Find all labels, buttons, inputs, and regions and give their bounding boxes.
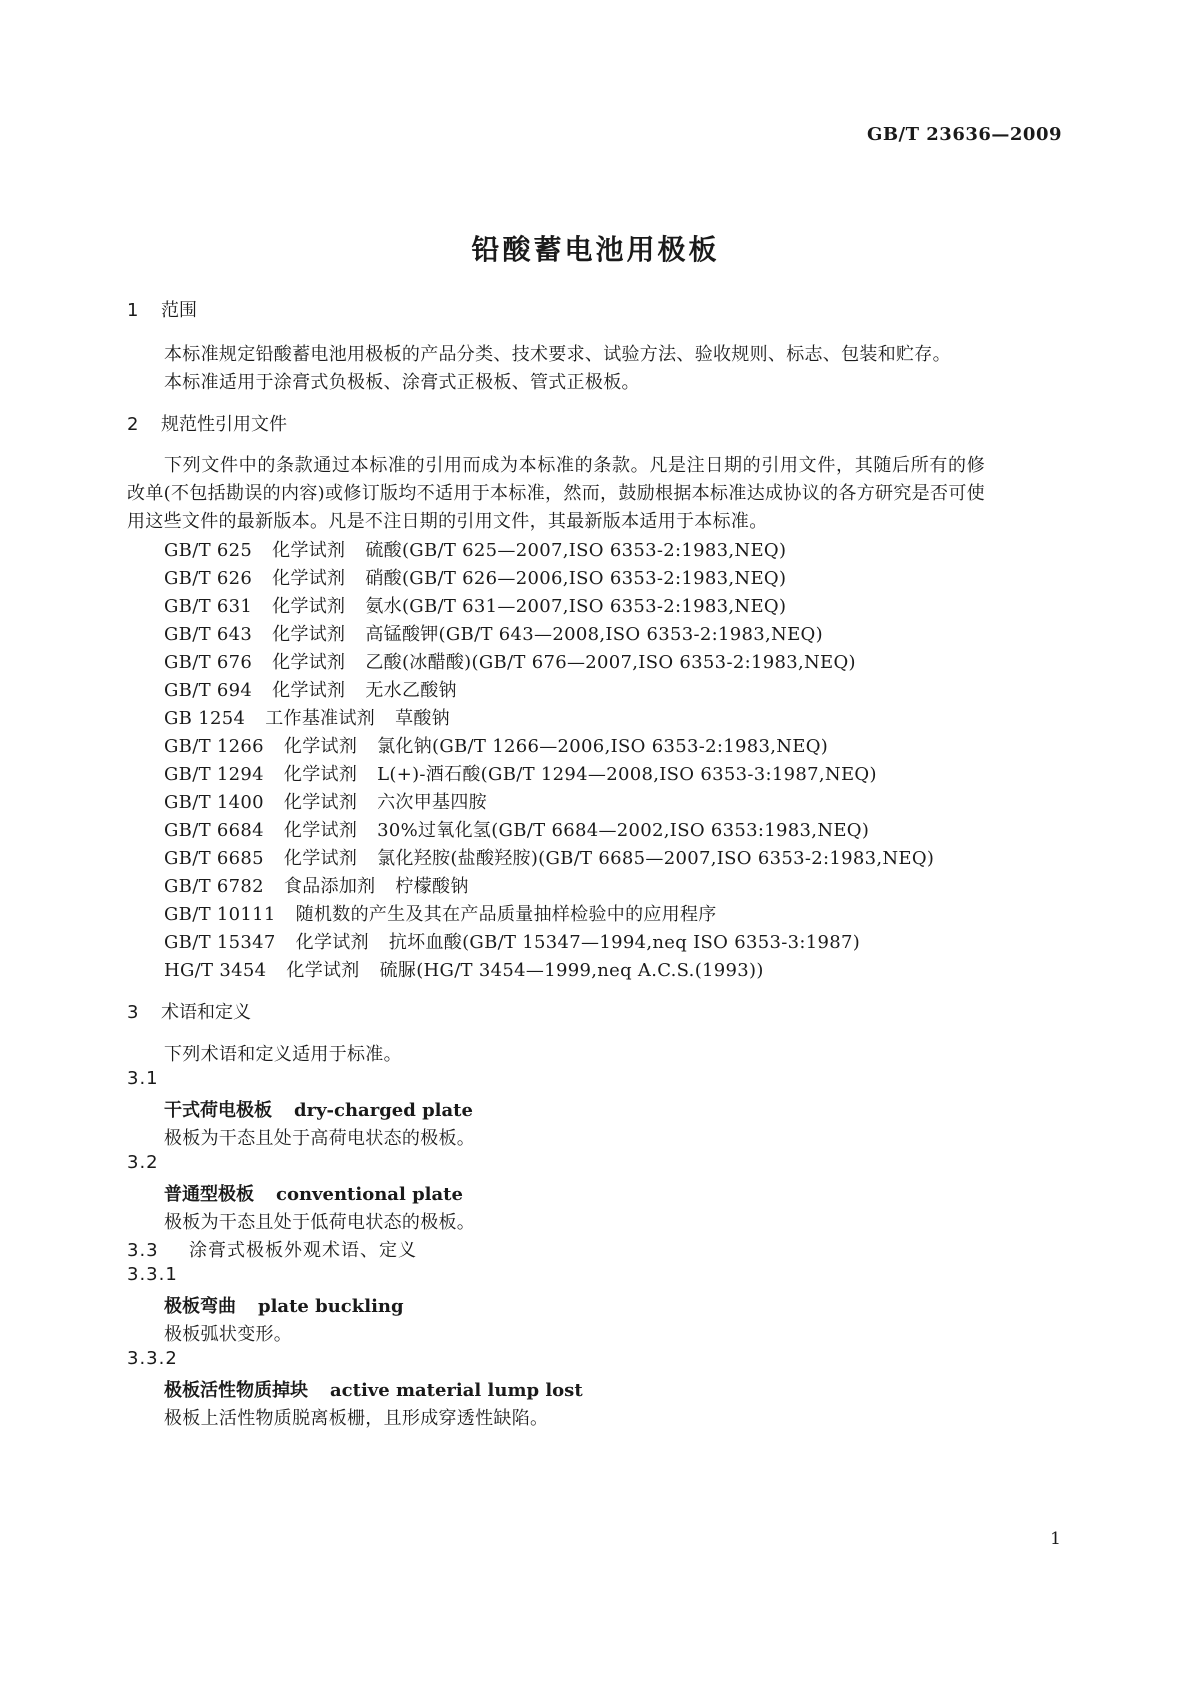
reference-item — [164, 844, 954, 870]
reference-item — [164, 760, 897, 786]
reference-item — [164, 704, 470, 730]
subsection-title: 涂膏式极板外观术语、定义 — [189, 1240, 417, 1261]
reference-name: 氨水(GB/T 631—2007,ISO 6353-2:1983,NEQ) — [365, 596, 787, 617]
reference-item — [164, 620, 843, 646]
section-number: 1 — [127, 300, 139, 321]
term-english: dry-charged plate — [294, 1100, 473, 1121]
reference-category: 化学试剂 — [283, 764, 358, 785]
term-chinese: 极板活性物质掉块 — [164, 1380, 308, 1401]
reference-item — [164, 872, 489, 898]
reference-item — [164, 676, 477, 702]
reference-code: HG/T 3454 — [164, 960, 267, 981]
reference-code: GB/T 1266 — [164, 736, 264, 757]
reference-code: GB/T 6684 — [164, 820, 264, 841]
reference-category: 化学试剂 — [272, 680, 346, 701]
reference-name: 硫脲(HG/T 3454—1999,neq A.C.S.(1993)) — [379, 960, 764, 981]
reference-name: 硫酸(GB/T 625—2007,ISO 6353-2:1983,NEQ) — [365, 540, 787, 561]
reference-category: 化学试剂 — [272, 540, 346, 561]
reference-code: GB/T 15347 — [164, 932, 276, 953]
reference-name: 乙酸(冰醋酸)(GB/T 676—2007,ISO 6353-2:1983,NEQ) — [365, 652, 856, 673]
section-2-heading — [127, 410, 287, 436]
term-entry — [164, 1180, 463, 1206]
reference-item — [164, 788, 507, 814]
reference-name: 硝酸(GB/T 626—2006,ISO 6353-2:1983,NEQ) — [365, 568, 787, 589]
reference-item — [164, 536, 806, 562]
term-english: active material lump lost — [330, 1380, 583, 1401]
reference-item — [164, 900, 757, 926]
term-entry — [164, 1292, 404, 1318]
section-title: 规范性引用文件 — [161, 414, 287, 435]
term-definition: 极板上活性物质脱离板栅，且形成穿透性缺陷。 — [164, 1408, 549, 1429]
reference-name: 无水乙酸钠 — [365, 680, 457, 701]
standard-code: GB/T 23636—2009 — [866, 124, 1062, 145]
document-title: 铅酸蓄电池用极板 — [471, 233, 720, 266]
reference-code: GB/T 1294 — [164, 764, 264, 785]
reference-item — [164, 648, 876, 674]
reference-name: 氯化羟胺(盐酸羟胺)(GB/T 6685—2007,ISO 6353-2:1983,NEQ) — [377, 848, 935, 869]
reference-item — [164, 592, 806, 618]
term-entry — [164, 1376, 583, 1402]
section-title: 术语和定义 — [161, 1002, 251, 1023]
reference-item — [164, 956, 784, 982]
reference-code: GB/T 1400 — [164, 792, 264, 813]
reference-name: 30%过氧化氢(GB/T 6684—2002,ISO 6353:1983,NEQ) — [377, 820, 870, 841]
reference-item — [164, 564, 806, 590]
reference-category: 化学试剂 — [272, 568, 346, 589]
clause-number: 3.1 — [127, 1068, 159, 1089]
reference-code: GB/T 10111 — [164, 904, 276, 925]
section-3-heading — [127, 998, 251, 1024]
clause-number: 3.3 — [127, 1240, 159, 1261]
paragraph: 本标准规定铅酸蓄电池用极板的产品分类、技术要求、试验方法、验收规则、标志、包装和贮存。 — [164, 344, 951, 365]
reference-code: GB 1254 — [164, 708, 246, 729]
reference-code: GB/T 643 — [164, 624, 253, 645]
subsection-heading — [127, 1236, 417, 1262]
reference-item — [164, 816, 889, 842]
section-2-intro: 下列文件中的条款通过本标准的引用而成为本标准的条款。凡是注日期的引用文件，其随后所有的修改单(不包括勘误的内容)或修订版均不适用于本标准，然而，鼓励根据本标准达成协议的各方研究是否可使用这些文件的最新版本。凡是不注日期的引用文件，其最新版本适用于本标准。 — [127, 455, 985, 532]
reference-code: GB/T 6685 — [164, 848, 264, 869]
reference-name: 草酸钠 — [395, 708, 450, 729]
section-number: 2 — [127, 414, 139, 435]
term-chinese: 干式荷电极板 — [164, 1100, 272, 1121]
term-entry — [164, 1096, 473, 1122]
reference-item — [164, 928, 880, 954]
reference-category: 化学试剂 — [272, 624, 346, 645]
reference-code: GB/T 6782 — [164, 876, 264, 897]
term-english: plate buckling — [258, 1296, 404, 1317]
section-1-heading — [127, 296, 197, 322]
section-title: 范围 — [161, 300, 197, 321]
reference-category: 化学试剂 — [295, 932, 369, 953]
reference-category: 化学试剂 — [283, 792, 358, 813]
reference-item — [164, 732, 848, 758]
reference-name: L(+)-酒石酸(GB/T 1294—2008,ISO 6353-3:1987,NEQ) — [377, 764, 877, 785]
term-chinese: 极板弯曲 — [164, 1296, 236, 1317]
term-definition: 极板为干态且处于高荷电状态的极板。 — [164, 1128, 476, 1149]
reference-category: 化学试剂 — [272, 652, 346, 673]
reference-code: GB/T 625 — [164, 540, 253, 561]
reference-category: 工作基准试剂 — [265, 708, 376, 729]
reference-code: GB/T 626 — [164, 568, 253, 589]
reference-name: 抗坏血酸(GB/T 15347—1994,neq ISO 6353-3:1987) — [388, 932, 861, 953]
reference-code: GB/T 631 — [164, 596, 253, 617]
reference-category: 化学试剂 — [283, 848, 358, 869]
paragraph: 本标准适用于涂膏式负极板、涂膏式正极板、管式正极板。 — [164, 372, 640, 393]
term-definition: 极板弧状变形。 — [164, 1324, 293, 1345]
page-number: 1 — [1050, 1529, 1061, 1549]
reference-name: 氯化钠(GB/T 1266—2006,ISO 6353-2:1983,NEQ) — [377, 736, 829, 757]
clause-number: 3.3.2 — [127, 1348, 178, 1369]
clause-number: 3.3.1 — [127, 1264, 178, 1285]
term-english: conventional plate — [276, 1184, 463, 1205]
reference-category: 化学试剂 — [272, 596, 346, 617]
clause-number: 3.2 — [127, 1152, 159, 1173]
reference-code: GB/T 694 — [164, 680, 253, 701]
reference-code: GB/T 676 — [164, 652, 253, 673]
reference-category: 化学试剂 — [283, 736, 358, 757]
reference-category: 随机数的产生及其在产品质量抽样检验中的应用程序 — [295, 904, 717, 925]
reference-category: 化学试剂 — [283, 820, 358, 841]
reference-category: 食品添加剂 — [283, 876, 376, 897]
reference-name: 高锰酸钾(GB/T 643—2008,ISO 6353-2:1983,NEQ) — [365, 624, 823, 645]
section-3-intro: 下列术语和定义适用于标准。 — [164, 1044, 402, 1065]
reference-name: 柠檬酸钠 — [395, 876, 469, 897]
term-definition: 极板为干态且处于低荷电状态的极板。 — [164, 1212, 476, 1233]
reference-category: 化学试剂 — [286, 960, 360, 981]
section-number: 3 — [127, 1002, 139, 1023]
term-chinese: 普通型极板 — [164, 1184, 254, 1205]
reference-name: 六次甲基四胺 — [377, 792, 487, 813]
